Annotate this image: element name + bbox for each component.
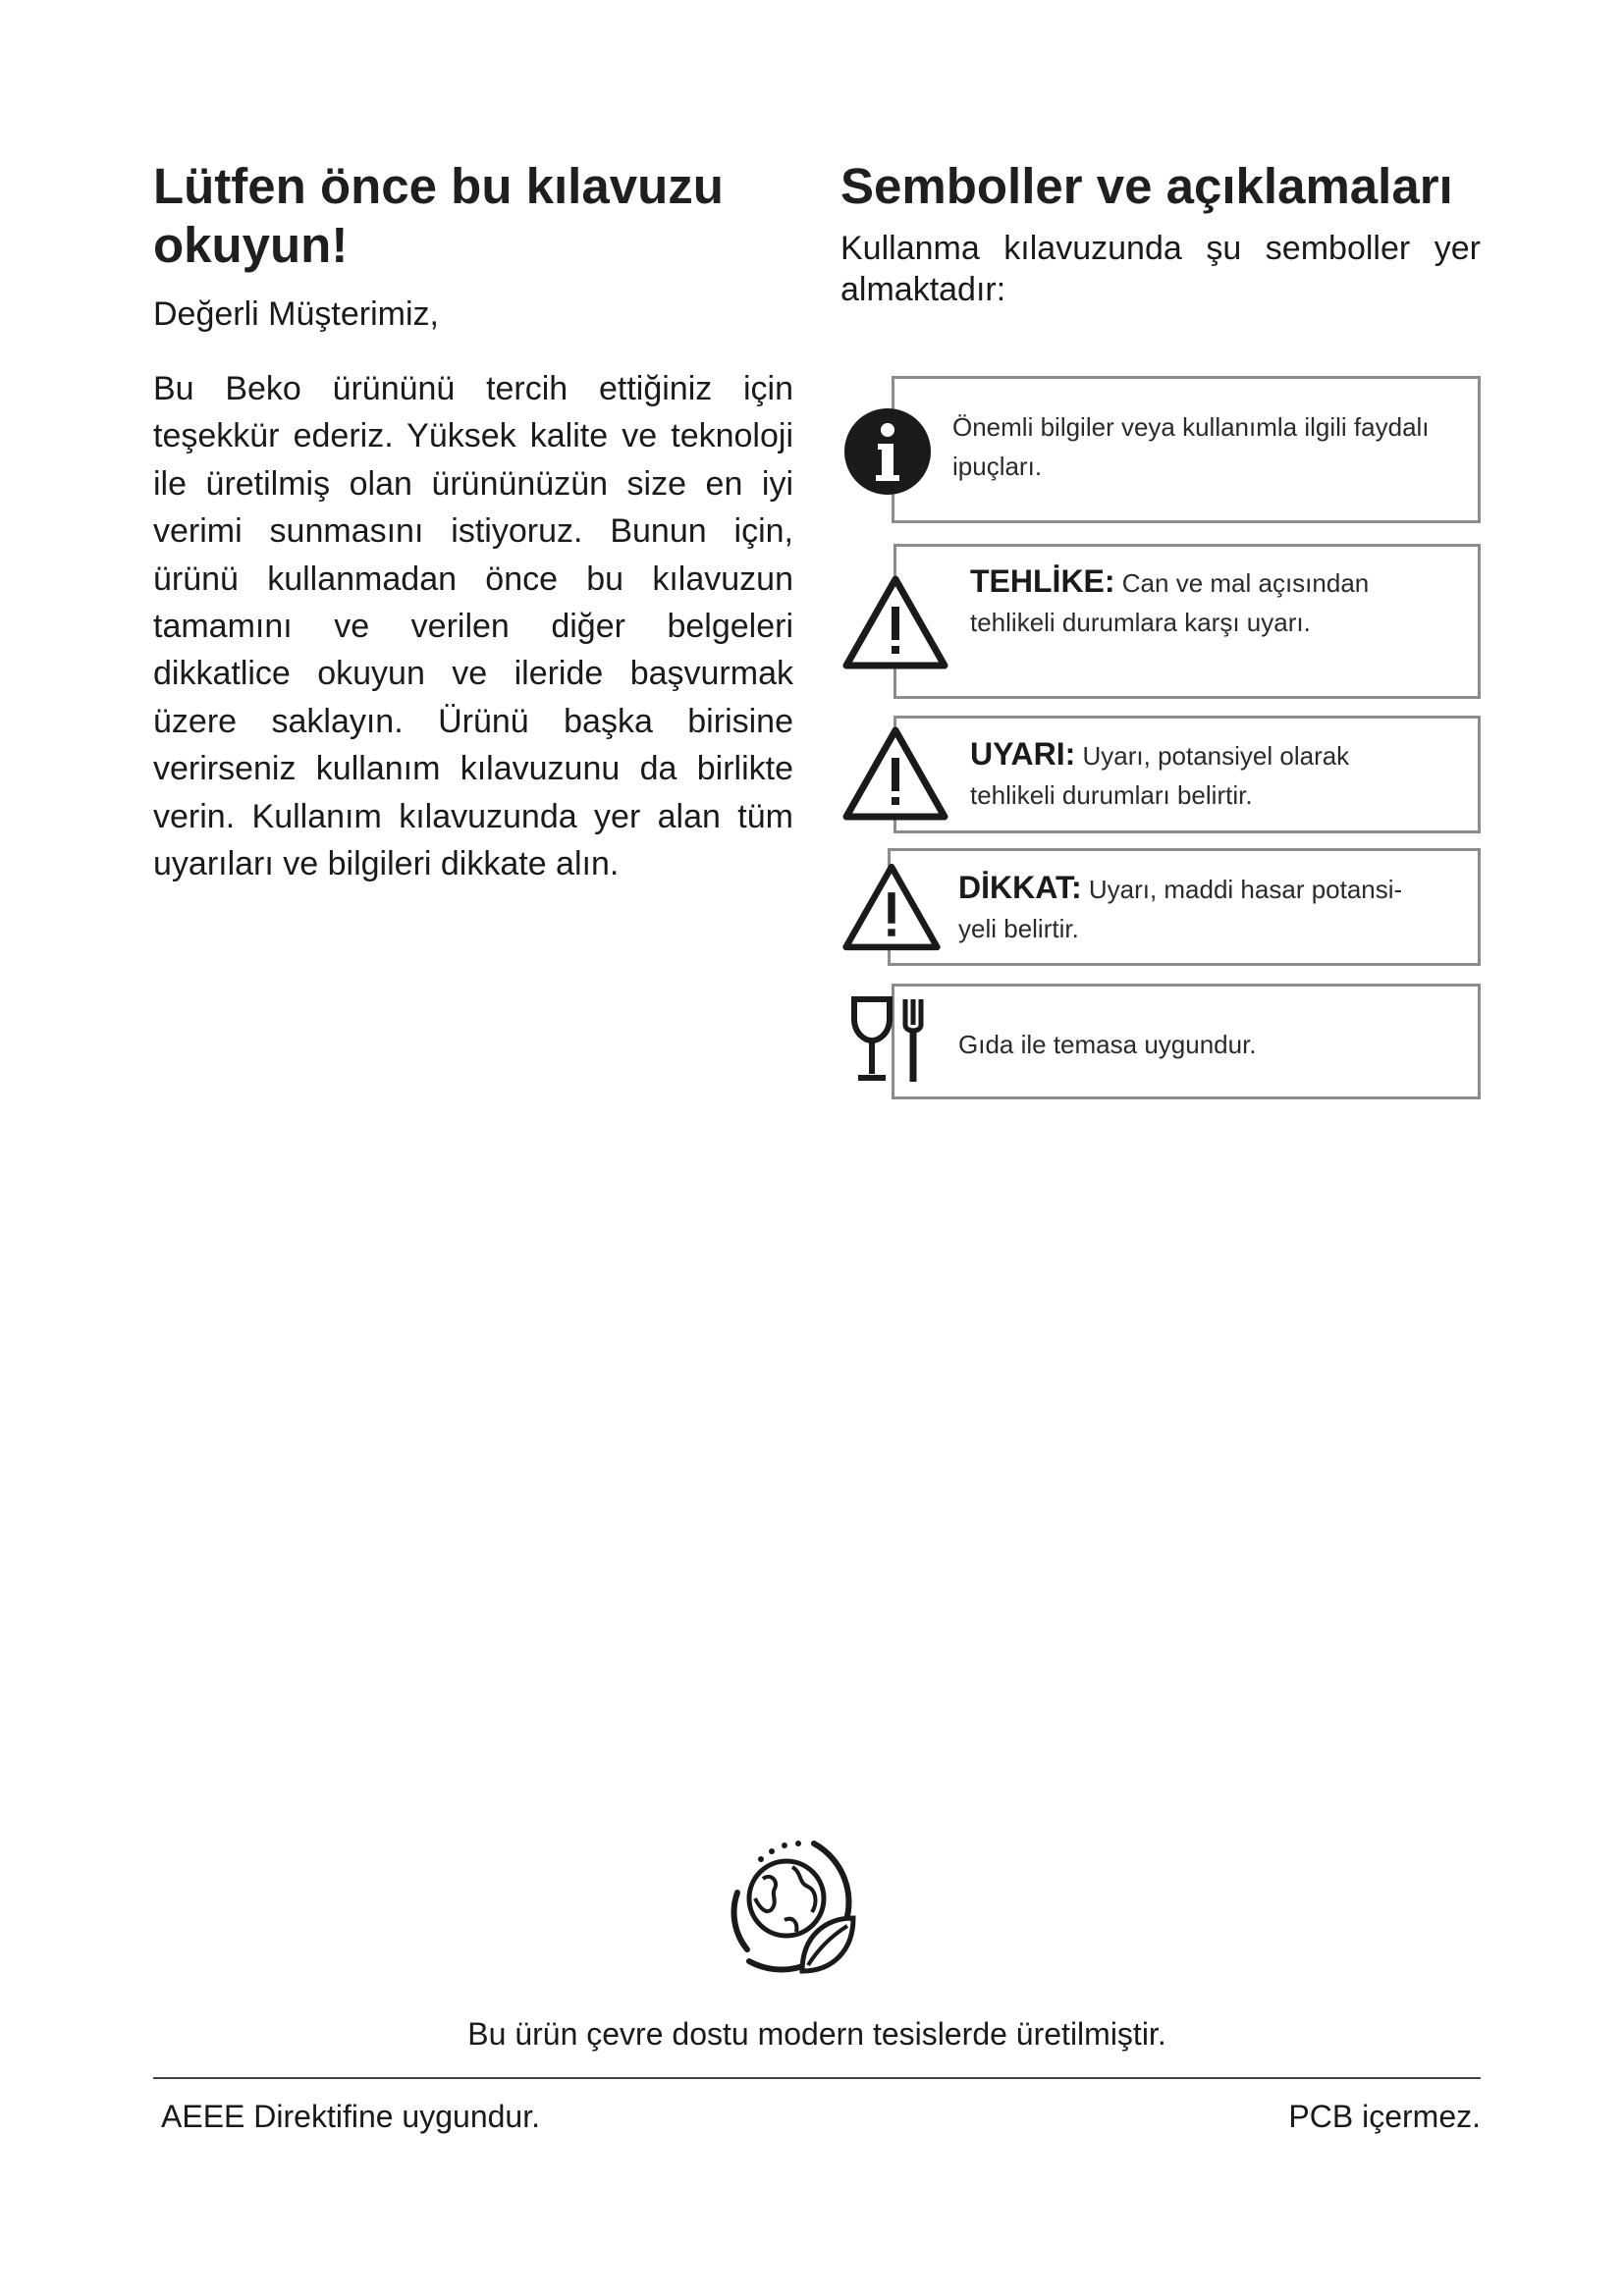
aeee-note: AEEE Direktifine uygundur. bbox=[161, 2099, 540, 2134]
symbol-food-text: Gıda ile temasa uygundur. bbox=[958, 1030, 1257, 1059]
symbols-title: Semboller ve açıklamaları bbox=[840, 158, 1453, 214]
symbol-danger-text: TEHLİKE: Can ve mal açısından tehlikeli durumlara karşı uyarı. bbox=[970, 563, 1370, 637]
eco-globe-leaf-icon bbox=[720, 1834, 867, 1981]
warning-label: UYARI: bbox=[970, 736, 1076, 772]
warning-triangle-icon bbox=[840, 724, 950, 823]
food-contact-icon bbox=[850, 995, 941, 1086]
symbol-caution-text: DİKKAT: Uyarı, maddi hasar potansi- yeli belirtir. bbox=[958, 870, 1403, 943]
footer-divider bbox=[153, 2077, 1481, 2079]
left-column bbox=[153, 157, 793, 887]
intro-paragraph: Bu Beko ürününü tercih ettiğiniz için teşekkür ederiz. Yüksek kalite ve teknoloji ile üretilmiş olan ürününüzün size en iyi verimi sunmasını istiyoruz. Bunun için, ürünü kullanmadan önce bu kılavuzun tamamını ve verilen diğer belgeleri dikkatlice okuyun ve ileride başvurmak üzere saklayın. Ürünü başka birisine verirseniz kullanım kılavuzunu da birlikte verin. Kullanım kılavuzunda yer alan tüm uyarıları ve bilgileri dikkate alın. bbox=[153, 370, 793, 883]
right-column bbox=[840, 157, 1481, 310]
danger-label: TEHLİKE: bbox=[970, 563, 1115, 599]
symbol-info-text: Önemli bilgiler veya kullanımla ilgili faydalı ipuçları. bbox=[952, 412, 1430, 481]
page-title: Lütfen önce bu kılavuzu okuyun! bbox=[153, 158, 724, 273]
pcb-note: PCB içermez. bbox=[1288, 2099, 1481, 2134]
caution-label: DİKKAT: bbox=[958, 870, 1082, 905]
warning-triangle-icon bbox=[840, 573, 950, 671]
eco-caption: Bu ürün çevre dostu modern tesislerde üretilmiştir. bbox=[467, 2016, 1166, 2052]
info-icon bbox=[842, 406, 933, 497]
warning-triangle-icon bbox=[840, 860, 943, 954]
greeting: Değerli Müşterimiz, bbox=[153, 295, 439, 333]
symbols-intro: Kullanma kılavuzunda şu semboller yer almaktadır: bbox=[840, 230, 1481, 308]
symbol-warning-text: UYARI: Uyarı, potansiyel olarak tehlikeli durumları belirtir. bbox=[970, 736, 1350, 810]
